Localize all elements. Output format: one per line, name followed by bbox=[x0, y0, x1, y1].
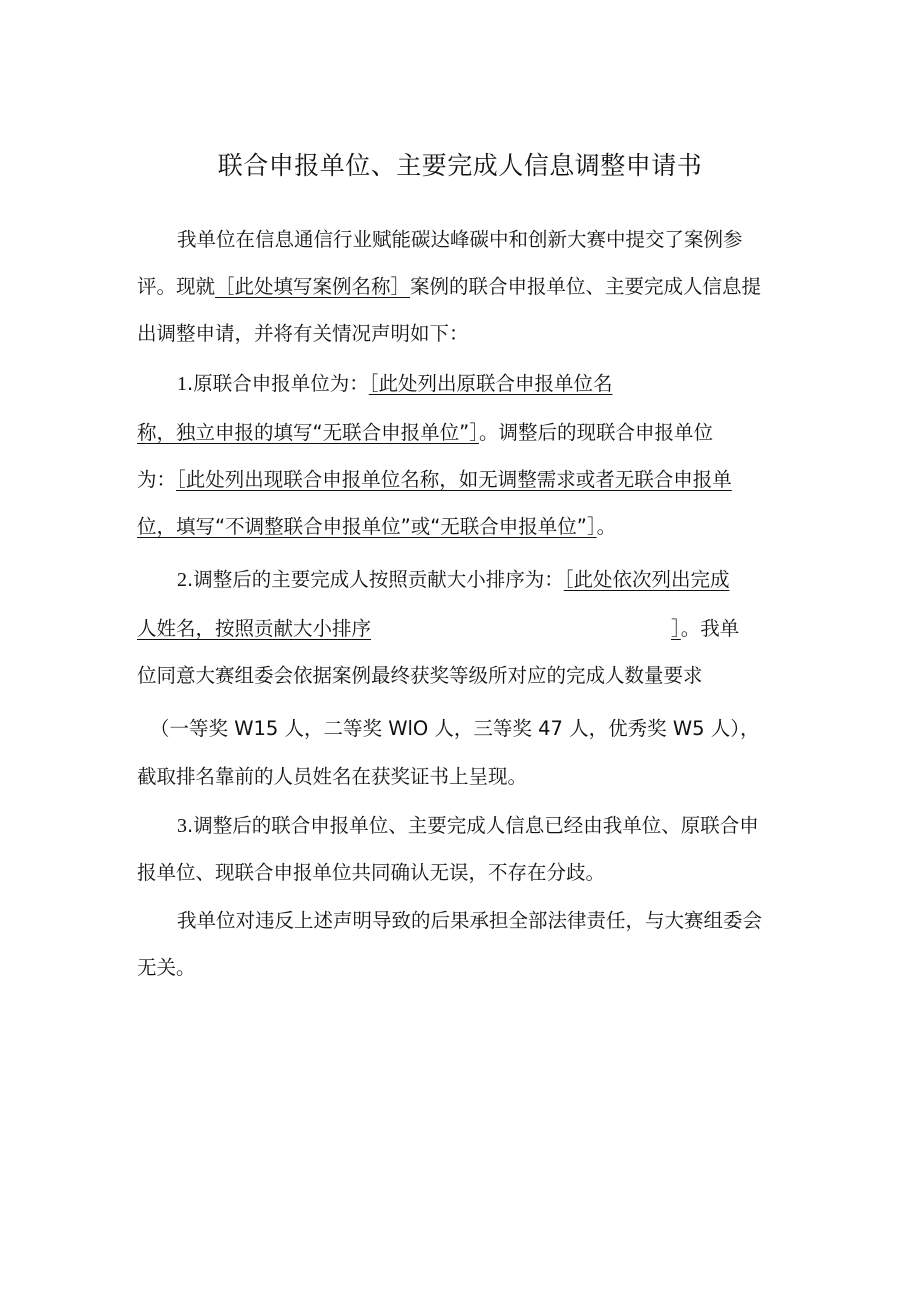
item3-number: 3 bbox=[177, 815, 187, 837]
closing-line-1 bbox=[177, 907, 762, 935]
item3-line-1 bbox=[177, 812, 759, 840]
item3-text-2: 报单位、现联合申报单位共同确认无误，不存在分歧。 bbox=[137, 861, 606, 884]
intro-line-1 bbox=[177, 226, 743, 254]
item2-number: 2 bbox=[177, 569, 187, 591]
closing-text-2: 无关。 bbox=[137, 956, 196, 979]
award-quota-text: （一等奖 W15 人，二等奖 WlO 人，三等奖 47 人，优秀奖 W5 人）， bbox=[150, 717, 760, 740]
case-name-blank: ［此处填写案例名称］ bbox=[215, 275, 411, 298]
item3-text-1: .调整后的联合申报单位、主要完成人信息已经由我单位、原联合申 bbox=[187, 814, 759, 837]
item1-text-3a: 为： bbox=[137, 468, 177, 491]
closing-line-2 bbox=[137, 954, 196, 982]
item1-text-1a: .原联合申报单位为： bbox=[187, 372, 369, 395]
item2-line-5 bbox=[137, 763, 527, 791]
intro-text-2a: 评。现就 bbox=[137, 275, 216, 298]
intro-line-2 bbox=[137, 273, 761, 301]
item1-number: 1 bbox=[177, 373, 187, 395]
original-units-blank: ［此处列出原联合申报单位名 bbox=[368, 372, 613, 395]
page-title: 联合申报单位、主要完成人信息调整申请书 bbox=[217, 151, 703, 180]
item1-line-1 bbox=[177, 370, 612, 398]
item2-text-2b: 。我单 bbox=[680, 617, 740, 640]
completers-blank-end: ］ bbox=[671, 617, 681, 640]
item3-line-2 bbox=[137, 859, 605, 887]
intro-text-2b: 案例的联合申报单位、主要完成人信息提 bbox=[410, 275, 762, 298]
item2-line-3 bbox=[137, 662, 703, 690]
item2-text-3: 位同意大赛组委会依据案例最终获奖等级所对应的完成人数量要求 bbox=[137, 664, 703, 687]
item2-line-2 bbox=[137, 615, 739, 643]
completers-blank-cont bbox=[137, 617, 681, 640]
item2-line-1 bbox=[177, 566, 729, 594]
intro-line-3 bbox=[137, 320, 469, 348]
item2-line-4 bbox=[150, 715, 759, 743]
item1-text-4b: 。 bbox=[596, 515, 617, 538]
completers-blank: ［此处依次列出完成 bbox=[563, 568, 730, 591]
item1-line-4 bbox=[137, 513, 616, 541]
item1-text-2b: 。调整后的现联合申报单位 bbox=[478, 421, 713, 444]
intro-text-3: 出调整申请，并将有关情况声明如下： bbox=[137, 322, 469, 345]
current-units-blank: ［此处列出现联合申报单位名称，如无调整需求或者无联合申报单 bbox=[176, 468, 732, 491]
item1-line-3 bbox=[137, 466, 732, 494]
item2-text-1a: .调整后的主要完成人按照贡献大小排序为： bbox=[187, 568, 564, 591]
current-units-blank-cont: 位，填写“不调整联合申报单位”或“无联合申报单位”］ bbox=[137, 515, 597, 538]
closing-text-1: 我单位对违反上述声明导致的后果承担全部法律责任，与大赛组委会 bbox=[177, 909, 763, 932]
item1-line-2 bbox=[137, 419, 713, 447]
intro-text-1: 我单位在信息通信行业赋能碳达峰碳中和创新大赛中提交了案例参 bbox=[177, 228, 743, 251]
completers-blank-text: 人姓名，按照贡献大小排序 bbox=[137, 617, 372, 640]
item2-text-5: 截取排名靠前的人员姓名在获奖证书上呈现。 bbox=[137, 765, 528, 788]
original-units-blank-cont: 称，独立申报的填写“无联合申报单位”］ bbox=[137, 421, 479, 444]
